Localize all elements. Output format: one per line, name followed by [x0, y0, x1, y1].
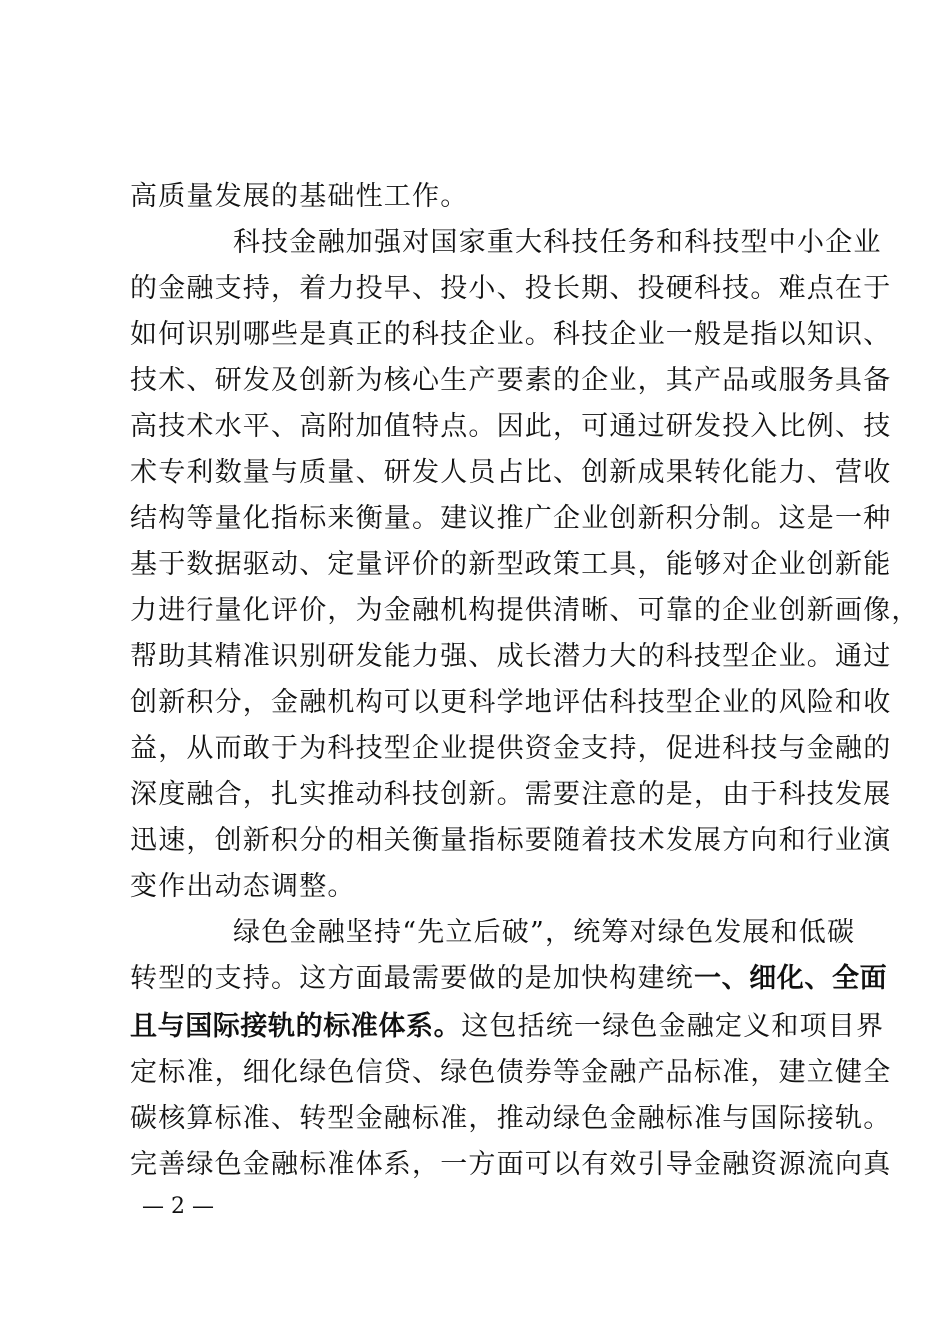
text-line: 如何识别哪些是真正的科技企业。科技企业一般是指以知识、: [130, 319, 892, 350]
text-line: 完善绿色金融标准体系，一方面可以有效引导金融资源流向真: [130, 1149, 892, 1180]
text-line: 的金融支持，着力投早、投小、投长期、投硬科技。难点在于: [130, 273, 892, 304]
text-line-mixed: [130, 1010, 884, 1044]
text-line-mixed: [130, 962, 887, 996]
text-line: 迅速，创新积分的相关衡量指标要随着技术发展方向和行业演: [130, 825, 892, 856]
text-line: 基于数据驱动、定量评价的新型政策工具，能够对企业创新能: [130, 549, 892, 580]
text-line: 力进行量化评价，为金融机构提供清晰、可靠的企业创新画像，: [130, 595, 920, 626]
page-number: — 2 —: [142, 1194, 214, 1219]
text-line: 高技术水平、高附加值特点。因此，可通过研发投入比例、技: [130, 411, 892, 442]
text-line: 定标准，细化绿色信贷、绿色债券等金融产品标准，建立健全: [130, 1057, 892, 1088]
bold-text-run: 一、细化、全面: [694, 963, 888, 994]
text-line: 结构等量化指标来衡量。建议推广企业创新积分制。这是一种: [130, 503, 892, 534]
paragraph-first-line: 科技金融加强对国家重大科技任务和科技型中小企业: [233, 227, 882, 258]
text-line: 帮助其精准识别研发能力强、成长潜力大的科技型企业。通过: [130, 641, 892, 672]
text-line: 技术、研发及创新为核心生产要素的企业，其产品或服务具备: [130, 365, 892, 396]
text-line: 深度融合，扎实推动科技创新。需要注意的是，由于科技发展: [130, 779, 892, 810]
text-run: 转型的支持。这方面最需要做的是加快构建统: [130, 963, 694, 994]
paragraph-first-line: 绿色金融坚持“先立后破”，统筹对绿色发展和低碳: [233, 917, 856, 948]
text-line: 术专利数量与质量、研发人员占比、创新成果转化能力、营收: [130, 457, 892, 488]
text-line: 变作出动态调整。: [130, 871, 356, 902]
text-line: 创新积分，金融机构可以更科学地评估科技型企业的风险和收: [130, 687, 892, 718]
text-run: 这包括统一绿色金融定义和项目界: [461, 1011, 885, 1042]
text-line: 益，从而敢于为科技型企业提供资金支持，促进科技与金融的: [130, 733, 892, 764]
text-line: 高质量发展的基础性工作。: [130, 181, 469, 212]
bold-text-run: 且与国际接轨的标准体系。: [130, 1011, 462, 1042]
text-line: 碳核算标准、转型金融标准，推动绿色金融标准与国际接轨。: [130, 1103, 892, 1134]
